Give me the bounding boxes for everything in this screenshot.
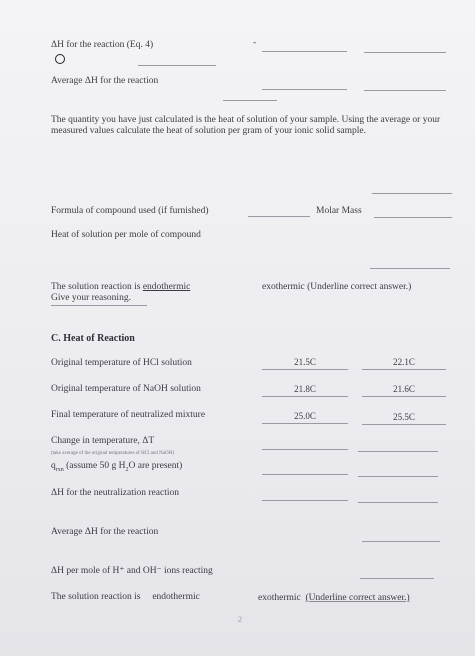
- underline-note-2: (Underline correct answer.): [305, 593, 410, 603]
- answer-line-hcl-trial2[interactable]: [362, 369, 446, 370]
- exothermic-option-2[interactable]: exothermic: [258, 593, 301, 603]
- q-assumption-2: O are present): [128, 461, 183, 471]
- answer-line-naoh-trial1[interactable]: [262, 396, 348, 397]
- solution-reaction-2-exo-group: [258, 593, 410, 604]
- answer-line-q-trial1[interactable]: [262, 474, 348, 475]
- section-c-title: C. Heat of Reaction: [51, 333, 135, 344]
- average-dh-label: Average ΔH for the reaction: [51, 76, 159, 86]
- intro-paragraph: The quantity you have just calculated is the heat of solution of your sample. Using the average or your measured values calculate the heat of solution per gram of your ionic solid sample.: [51, 115, 441, 136]
- dh-reaction-eq4-label: ΔH for the reaction (Eq. 4): [51, 40, 154, 50]
- hcl-temp-trial1: 21.5C: [294, 357, 316, 367]
- naoh-temp-label: Original temperature of NaOH solution: [51, 384, 201, 394]
- answer-line-heat-per-mole[interactable]: [370, 268, 450, 269]
- change-temp-note: (take average of the original temperatures of HCl and NaOH): [51, 451, 174, 456]
- h2o-subscript: 2: [125, 466, 129, 473]
- formula-label: Formula of compound used (if furnished): [51, 206, 209, 216]
- answer-line-molar-mass[interactable]: [374, 217, 452, 218]
- solution-reaction-1-exo-group: [262, 282, 411, 293]
- circle-mark: [55, 54, 65, 64]
- dh-per-mole-label: ΔH per mole of H⁺ and OH⁻ ions reacting: [51, 566, 213, 576]
- hcl-temp-trial2: 22.1C: [393, 357, 415, 367]
- naoh-temp-trial1: 21.8C: [294, 384, 316, 394]
- q-assumption-1: (assume 50 g H: [63, 461, 126, 471]
- answer-line-average-dh-c[interactable]: [362, 541, 440, 542]
- answer-line-dhn-trial1[interactable]: [262, 500, 348, 501]
- reasoning-label: Give your reasoning.: [51, 293, 131, 303]
- exothermic-option-1[interactable]: exothermic: [262, 282, 305, 292]
- answer-line-dh-trial2[interactable]: [364, 52, 446, 53]
- answer-line-dt-trial1[interactable]: [262, 449, 348, 450]
- endothermic-option-2[interactable]: endothermic: [152, 592, 200, 602]
- answer-line-dhn-trial2[interactable]: [358, 502, 438, 503]
- q-subscript: rxn: [55, 466, 64, 473]
- hcl-temp-label: Original temperature of HCl solution: [51, 358, 192, 368]
- solution-reaction-1-prefix: The solution reaction is: [51, 282, 141, 292]
- molar-mass-label: Molar Mass: [316, 206, 362, 216]
- underline-note-1: (Underline correct answer.): [307, 282, 412, 292]
- solution-reaction-2-prefix: The solution reaction is: [51, 592, 141, 602]
- q-symbol: q: [51, 461, 56, 471]
- answer-line-dh-trial1[interactable]: [262, 51, 347, 52]
- answer-line-formula[interactable]: [248, 216, 310, 217]
- answer-line-avg-trial1[interactable]: [262, 89, 347, 90]
- q-rxn-label: [51, 461, 182, 476]
- answer-line-final-trial1[interactable]: [262, 423, 348, 424]
- solution-reaction-2: [51, 592, 200, 603]
- answer-line-heat-per-gram[interactable]: [372, 193, 452, 194]
- page-number: 2: [238, 615, 242, 624]
- answer-line-naoh-trial2[interactable]: [362, 396, 446, 397]
- answer-line-avg-extra[interactable]: [223, 100, 277, 101]
- naoh-temp-trial2: 21.6C: [393, 384, 415, 394]
- change-temp-label: Change in temperature, ΔT: [51, 436, 155, 446]
- final-temp-label: Final temperature of neutralized mixture: [51, 410, 206, 420]
- dash-mark: -: [253, 38, 257, 48]
- answer-line-final-trial2[interactable]: [362, 424, 446, 425]
- answer-line-reasoning[interactable]: [51, 305, 147, 306]
- dh-neutralization-label: ΔH for the neutralization reaction: [51, 488, 179, 498]
- answer-line-q-trial2[interactable]: [358, 476, 438, 477]
- answer-line-hcl-trial1[interactable]: [262, 369, 348, 370]
- answer-line-avg-trial2[interactable]: [364, 90, 446, 91]
- endothermic-option-1[interactable]: endothermic: [142, 282, 191, 292]
- answer-line-dt-trial2[interactable]: [358, 451, 438, 452]
- heat-per-mole-label: Heat of solution per mole of compound: [51, 230, 201, 240]
- solution-reaction-1: [51, 282, 190, 293]
- final-temp-trial1: 25.0C: [294, 411, 316, 421]
- answer-line-dh-per-mole[interactable]: [360, 578, 434, 579]
- average-dh-c-label: Average ΔH for the reaction: [51, 527, 159, 537]
- final-temp-trial2: 25.5C: [393, 412, 415, 422]
- answer-line-small[interactable]: [138, 65, 216, 66]
